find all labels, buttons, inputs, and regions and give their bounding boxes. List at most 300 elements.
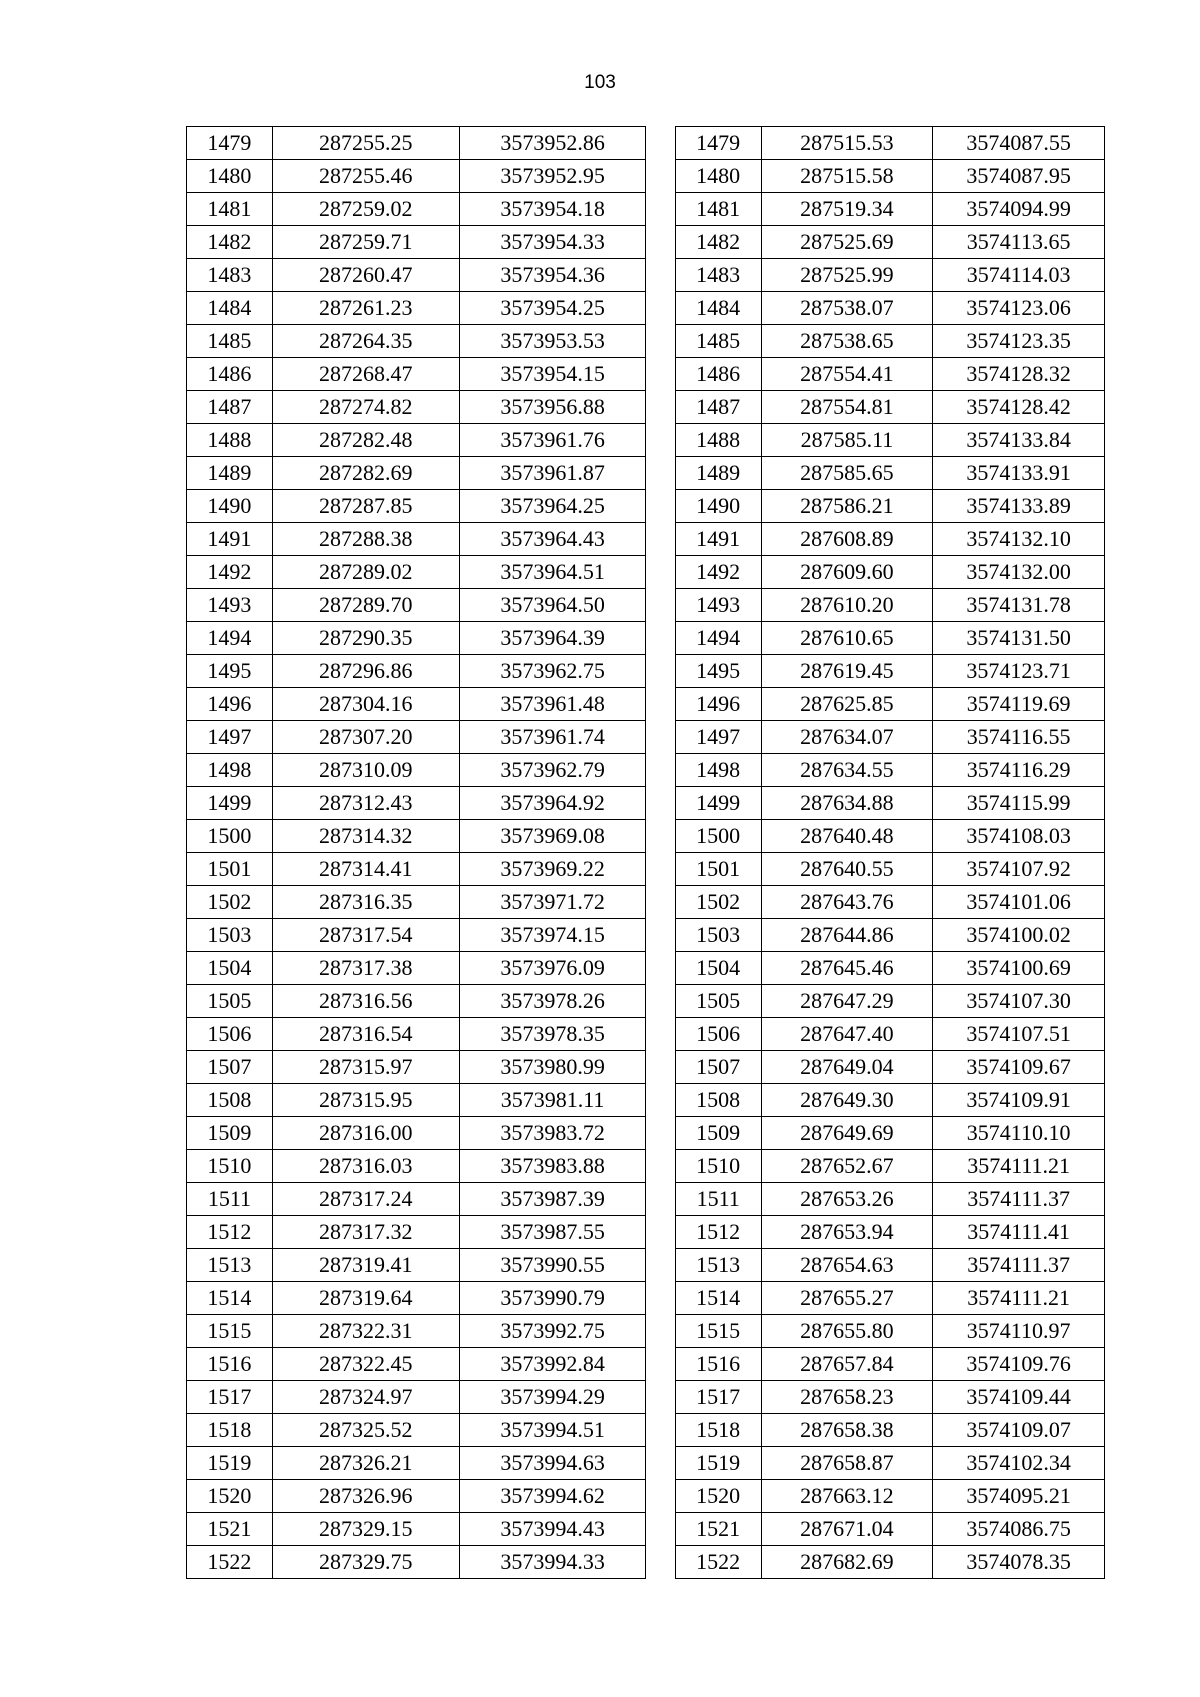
x-coord-left-cell: 287287.85 xyxy=(272,490,459,523)
point-id-right-cell: 1484 xyxy=(675,292,761,325)
column-gap xyxy=(646,688,675,721)
x-coord-left-cell: 287274.82 xyxy=(272,391,459,424)
y-coord-left-cell: 3573954.25 xyxy=(459,292,646,325)
x-coord-right-cell: 287653.26 xyxy=(761,1183,933,1216)
x-coord-right-cell: 287519.34 xyxy=(761,193,933,226)
point-id-left-cell: 1506 xyxy=(187,1018,273,1051)
point-id-left-cell: 1481 xyxy=(187,193,273,226)
x-coord-left-cell: 287288.38 xyxy=(272,523,459,556)
point-id-right-cell: 1522 xyxy=(675,1546,761,1579)
column-gap xyxy=(646,787,675,820)
table-row xyxy=(187,1282,1105,1315)
x-coord-left-cell: 287289.70 xyxy=(272,589,459,622)
x-coord-right-cell: 287640.55 xyxy=(761,853,933,886)
point-id-left-cell: 1488 xyxy=(187,424,273,457)
x-coord-right-cell: 287649.30 xyxy=(761,1084,933,1117)
y-coord-left-cell: 3573994.51 xyxy=(459,1414,646,1447)
y-coord-left-cell: 3573961.48 xyxy=(459,688,646,721)
point-id-right-cell: 1488 xyxy=(675,424,761,457)
table-row xyxy=(187,193,1105,226)
x-coord-left-cell: 287289.02 xyxy=(272,556,459,589)
y-coord-right-cell: 3574094.99 xyxy=(933,193,1105,226)
table-row xyxy=(187,391,1105,424)
table-row xyxy=(187,1183,1105,1216)
table-row xyxy=(187,292,1105,325)
table-row xyxy=(187,259,1105,292)
point-id-left-cell: 1495 xyxy=(187,655,273,688)
x-coord-right-cell: 287634.55 xyxy=(761,754,933,787)
point-id-right-cell: 1499 xyxy=(675,787,761,820)
page-number: 103 xyxy=(584,72,616,93)
point-id-right-cell: 1493 xyxy=(675,589,761,622)
y-coord-right-cell: 3574114.03 xyxy=(933,259,1105,292)
y-coord-right-cell: 3574128.32 xyxy=(933,358,1105,391)
y-coord-left-cell: 3573952.95 xyxy=(459,160,646,193)
x-coord-left-cell: 287316.00 xyxy=(272,1117,459,1150)
table-row xyxy=(187,1447,1105,1480)
y-coord-right-cell: 3574113.65 xyxy=(933,226,1105,259)
point-id-left-cell: 1483 xyxy=(187,259,273,292)
x-coord-right-cell: 287640.48 xyxy=(761,820,933,853)
y-coord-right-cell: 3574110.97 xyxy=(933,1315,1105,1348)
x-coord-left-cell: 287319.41 xyxy=(272,1249,459,1282)
point-id-right-cell: 1511 xyxy=(675,1183,761,1216)
x-coord-left-cell: 287260.47 xyxy=(272,259,459,292)
point-id-right-cell: 1515 xyxy=(675,1315,761,1348)
point-id-right-cell: 1510 xyxy=(675,1150,761,1183)
point-id-left-cell: 1522 xyxy=(187,1546,273,1579)
x-coord-left-cell: 287324.97 xyxy=(272,1381,459,1414)
point-id-right-cell: 1509 xyxy=(675,1117,761,1150)
y-coord-left-cell: 3573962.75 xyxy=(459,655,646,688)
table-row xyxy=(187,490,1105,523)
column-gap xyxy=(646,721,675,754)
column-gap xyxy=(646,226,675,259)
y-coord-right-cell: 3574111.37 xyxy=(933,1249,1105,1282)
y-coord-left-cell: 3573952.86 xyxy=(459,127,646,160)
point-id-left-cell: 1516 xyxy=(187,1348,273,1381)
y-coord-right-cell: 3574107.51 xyxy=(933,1018,1105,1051)
point-id-right-cell: 1503 xyxy=(675,919,761,952)
y-coord-left-cell: 3573976.09 xyxy=(459,952,646,985)
x-coord-right-cell: 287610.20 xyxy=(761,589,933,622)
x-coord-left-cell: 287317.24 xyxy=(272,1183,459,1216)
point-id-left-cell: 1498 xyxy=(187,754,273,787)
y-coord-right-cell: 3574109.91 xyxy=(933,1084,1105,1117)
y-coord-right-cell: 3574116.55 xyxy=(933,721,1105,754)
column-gap xyxy=(646,358,675,391)
table-row xyxy=(187,1546,1105,1579)
x-coord-right-cell: 287608.89 xyxy=(761,523,933,556)
column-gap xyxy=(646,1513,675,1546)
point-id-right-cell: 1482 xyxy=(675,226,761,259)
column-gap xyxy=(646,1216,675,1249)
x-coord-right-cell: 287538.07 xyxy=(761,292,933,325)
y-coord-right-cell: 3574123.35 xyxy=(933,325,1105,358)
table-row xyxy=(187,985,1105,1018)
y-coord-left-cell: 3573981.11 xyxy=(459,1084,646,1117)
table-row xyxy=(187,1348,1105,1381)
table-row xyxy=(187,226,1105,259)
column-gap xyxy=(646,1381,675,1414)
column-gap xyxy=(646,1051,675,1084)
column-gap xyxy=(646,160,675,193)
x-coord-right-cell: 287657.84 xyxy=(761,1348,933,1381)
table-row xyxy=(187,325,1105,358)
point-id-left-cell: 1479 xyxy=(187,127,273,160)
column-gap xyxy=(646,622,675,655)
x-coord-right-cell: 287663.12 xyxy=(761,1480,933,1513)
y-coord-right-cell: 3574133.84 xyxy=(933,424,1105,457)
x-coord-left-cell: 287325.52 xyxy=(272,1414,459,1447)
column-gap xyxy=(646,1282,675,1315)
point-id-right-cell: 1508 xyxy=(675,1084,761,1117)
point-id-left-cell: 1510 xyxy=(187,1150,273,1183)
point-id-left-cell: 1499 xyxy=(187,787,273,820)
point-id-left-cell: 1485 xyxy=(187,325,273,358)
point-id-left-cell: 1491 xyxy=(187,523,273,556)
x-coord-right-cell: 287658.38 xyxy=(761,1414,933,1447)
y-coord-right-cell: 3574131.78 xyxy=(933,589,1105,622)
point-id-right-cell: 1480 xyxy=(675,160,761,193)
point-id-right-cell: 1513 xyxy=(675,1249,761,1282)
y-coord-right-cell: 3574115.99 xyxy=(933,787,1105,820)
point-id-right-cell: 1521 xyxy=(675,1513,761,1546)
table-row xyxy=(187,1249,1105,1282)
x-coord-right-cell: 287647.40 xyxy=(761,1018,933,1051)
column-gap xyxy=(646,1117,675,1150)
x-coord-right-cell: 287515.53 xyxy=(761,127,933,160)
y-coord-left-cell: 3573994.63 xyxy=(459,1447,646,1480)
x-coord-right-cell: 287654.63 xyxy=(761,1249,933,1282)
y-coord-right-cell: 3574109.76 xyxy=(933,1348,1105,1381)
table-row xyxy=(187,1315,1105,1348)
point-id-left-cell: 1502 xyxy=(187,886,273,919)
x-coord-left-cell: 287259.02 xyxy=(272,193,459,226)
x-coord-right-cell: 287645.46 xyxy=(761,952,933,985)
y-coord-left-cell: 3573994.29 xyxy=(459,1381,646,1414)
x-coord-left-cell: 287312.43 xyxy=(272,787,459,820)
y-coord-left-cell: 3573962.79 xyxy=(459,754,646,787)
y-coord-right-cell: 3574111.21 xyxy=(933,1150,1105,1183)
x-coord-left-cell: 287296.86 xyxy=(272,655,459,688)
y-coord-left-cell: 3573954.18 xyxy=(459,193,646,226)
table-row xyxy=(187,1216,1105,1249)
x-coord-right-cell: 287655.80 xyxy=(761,1315,933,1348)
y-coord-left-cell: 3573969.08 xyxy=(459,820,646,853)
point-id-right-cell: 1498 xyxy=(675,754,761,787)
table-row xyxy=(187,1084,1105,1117)
y-coord-right-cell: 3574107.30 xyxy=(933,985,1105,1018)
x-coord-left-cell: 287316.56 xyxy=(272,985,459,1018)
coordinate-table xyxy=(186,126,1105,1579)
x-coord-left-cell: 287314.41 xyxy=(272,853,459,886)
table-row xyxy=(187,1051,1105,1084)
y-coord-left-cell: 3573994.43 xyxy=(459,1513,646,1546)
y-coord-right-cell: 3574095.21 xyxy=(933,1480,1105,1513)
y-coord-right-cell: 3574131.50 xyxy=(933,622,1105,655)
point-id-left-cell: 1513 xyxy=(187,1249,273,1282)
x-coord-left-cell: 287317.38 xyxy=(272,952,459,985)
point-id-right-cell: 1514 xyxy=(675,1282,761,1315)
y-coord-right-cell: 3574107.92 xyxy=(933,853,1105,886)
table-row xyxy=(187,622,1105,655)
y-coord-left-cell: 3573953.53 xyxy=(459,325,646,358)
point-id-left-cell: 1512 xyxy=(187,1216,273,1249)
y-coord-right-cell: 3574132.00 xyxy=(933,556,1105,589)
point-id-right-cell: 1486 xyxy=(675,358,761,391)
point-id-right-cell: 1479 xyxy=(675,127,761,160)
point-id-left-cell: 1496 xyxy=(187,688,273,721)
column-gap xyxy=(646,325,675,358)
y-coord-left-cell: 3573978.35 xyxy=(459,1018,646,1051)
column-gap xyxy=(646,1414,675,1447)
y-coord-right-cell: 3574116.29 xyxy=(933,754,1105,787)
table-row xyxy=(187,1117,1105,1150)
y-coord-left-cell: 3573954.36 xyxy=(459,259,646,292)
table-row xyxy=(187,919,1105,952)
point-id-left-cell: 1497 xyxy=(187,721,273,754)
x-coord-left-cell: 287314.32 xyxy=(272,820,459,853)
y-coord-left-cell: 3573964.92 xyxy=(459,787,646,820)
y-coord-left-cell: 3573964.51 xyxy=(459,556,646,589)
x-coord-left-cell: 287255.46 xyxy=(272,160,459,193)
y-coord-left-cell: 3573987.55 xyxy=(459,1216,646,1249)
x-coord-right-cell: 287634.07 xyxy=(761,721,933,754)
y-coord-right-cell: 3574087.55 xyxy=(933,127,1105,160)
column-gap xyxy=(646,556,675,589)
column-gap xyxy=(646,1249,675,1282)
table-row xyxy=(187,160,1105,193)
y-coord-right-cell: 3574102.34 xyxy=(933,1447,1105,1480)
x-coord-right-cell: 287585.11 xyxy=(761,424,933,457)
y-coord-right-cell: 3574119.69 xyxy=(933,688,1105,721)
point-id-right-cell: 1492 xyxy=(675,556,761,589)
x-coord-right-cell: 287658.23 xyxy=(761,1381,933,1414)
y-coord-left-cell: 3573956.88 xyxy=(459,391,646,424)
point-id-right-cell: 1481 xyxy=(675,193,761,226)
table-row xyxy=(187,655,1105,688)
x-coord-left-cell: 287315.97 xyxy=(272,1051,459,1084)
y-coord-right-cell: 3574100.69 xyxy=(933,952,1105,985)
x-coord-left-cell: 287290.35 xyxy=(272,622,459,655)
table-row xyxy=(187,1018,1105,1051)
x-coord-right-cell: 287538.65 xyxy=(761,325,933,358)
point-id-right-cell: 1518 xyxy=(675,1414,761,1447)
y-coord-right-cell: 3574086.75 xyxy=(933,1513,1105,1546)
y-coord-right-cell: 3574111.41 xyxy=(933,1216,1105,1249)
point-id-right-cell: 1516 xyxy=(675,1348,761,1381)
column-gap xyxy=(646,1546,675,1579)
y-coord-left-cell: 3573980.99 xyxy=(459,1051,646,1084)
point-id-left-cell: 1484 xyxy=(187,292,273,325)
x-coord-left-cell: 287307.20 xyxy=(272,721,459,754)
point-id-left-cell: 1493 xyxy=(187,589,273,622)
x-coord-left-cell: 287282.48 xyxy=(272,424,459,457)
x-coord-right-cell: 287525.69 xyxy=(761,226,933,259)
column-gap xyxy=(646,820,675,853)
x-coord-right-cell: 287634.88 xyxy=(761,787,933,820)
point-id-right-cell: 1491 xyxy=(675,523,761,556)
column-gap xyxy=(646,292,675,325)
x-coord-right-cell: 287554.41 xyxy=(761,358,933,391)
table-row xyxy=(187,127,1105,160)
point-id-left-cell: 1514 xyxy=(187,1282,273,1315)
table-row xyxy=(187,1480,1105,1513)
table-row xyxy=(187,589,1105,622)
x-coord-left-cell: 287315.95 xyxy=(272,1084,459,1117)
point-id-left-cell: 1494 xyxy=(187,622,273,655)
y-coord-right-cell: 3574132.10 xyxy=(933,523,1105,556)
x-coord-left-cell: 287259.71 xyxy=(272,226,459,259)
x-coord-right-cell: 287658.87 xyxy=(761,1447,933,1480)
y-coord-left-cell: 3573964.50 xyxy=(459,589,646,622)
table-row xyxy=(187,721,1105,754)
y-coord-left-cell: 3573994.33 xyxy=(459,1546,646,1579)
column-gap xyxy=(646,259,675,292)
point-id-left-cell: 1508 xyxy=(187,1084,273,1117)
x-coord-left-cell: 287255.25 xyxy=(272,127,459,160)
point-id-left-cell: 1509 xyxy=(187,1117,273,1150)
point-id-left-cell: 1507 xyxy=(187,1051,273,1084)
y-coord-left-cell: 3573974.15 xyxy=(459,919,646,952)
table-row xyxy=(187,457,1105,490)
y-coord-right-cell: 3574087.95 xyxy=(933,160,1105,193)
column-gap xyxy=(646,853,675,886)
point-id-left-cell: 1486 xyxy=(187,358,273,391)
table-row xyxy=(187,358,1105,391)
point-id-right-cell: 1500 xyxy=(675,820,761,853)
y-coord-right-cell: 3574101.06 xyxy=(933,886,1105,919)
y-coord-right-cell: 3574128.42 xyxy=(933,391,1105,424)
y-coord-left-cell: 3573978.26 xyxy=(459,985,646,1018)
table-row xyxy=(187,1513,1105,1546)
column-gap xyxy=(646,424,675,457)
y-coord-right-cell: 3574078.35 xyxy=(933,1546,1105,1579)
point-id-left-cell: 1487 xyxy=(187,391,273,424)
table-row xyxy=(187,1150,1105,1183)
point-id-right-cell: 1485 xyxy=(675,325,761,358)
point-id-right-cell: 1494 xyxy=(675,622,761,655)
x-coord-left-cell: 287329.75 xyxy=(272,1546,459,1579)
y-coord-right-cell: 3574109.07 xyxy=(933,1414,1105,1447)
point-id-left-cell: 1519 xyxy=(187,1447,273,1480)
column-gap xyxy=(646,391,675,424)
column-gap xyxy=(646,193,675,226)
column-gap xyxy=(646,655,675,688)
point-id-left-cell: 1504 xyxy=(187,952,273,985)
point-id-right-cell: 1506 xyxy=(675,1018,761,1051)
x-coord-left-cell: 287316.54 xyxy=(272,1018,459,1051)
x-coord-left-cell: 287326.21 xyxy=(272,1447,459,1480)
point-id-right-cell: 1512 xyxy=(675,1216,761,1249)
point-id-right-cell: 1495 xyxy=(675,655,761,688)
point-id-left-cell: 1521 xyxy=(187,1513,273,1546)
column-gap xyxy=(646,1315,675,1348)
x-coord-right-cell: 287554.81 xyxy=(761,391,933,424)
column-gap xyxy=(646,523,675,556)
x-coord-left-cell: 287316.03 xyxy=(272,1150,459,1183)
y-coord-right-cell: 3574123.71 xyxy=(933,655,1105,688)
point-id-left-cell: 1503 xyxy=(187,919,273,952)
column-gap xyxy=(646,886,675,919)
point-id-left-cell: 1489 xyxy=(187,457,273,490)
column-gap xyxy=(646,754,675,787)
point-id-right-cell: 1507 xyxy=(675,1051,761,1084)
point-id-right-cell: 1505 xyxy=(675,985,761,1018)
y-coord-right-cell: 3574133.91 xyxy=(933,457,1105,490)
x-coord-left-cell: 287316.35 xyxy=(272,886,459,919)
point-id-right-cell: 1483 xyxy=(675,259,761,292)
x-coord-right-cell: 287653.94 xyxy=(761,1216,933,1249)
table-row xyxy=(187,886,1105,919)
point-id-right-cell: 1520 xyxy=(675,1480,761,1513)
x-coord-right-cell: 287647.29 xyxy=(761,985,933,1018)
y-coord-left-cell: 3573969.22 xyxy=(459,853,646,886)
x-coord-right-cell: 287585.65 xyxy=(761,457,933,490)
x-coord-right-cell: 287525.99 xyxy=(761,259,933,292)
x-coord-right-cell: 287610.65 xyxy=(761,622,933,655)
y-coord-left-cell: 3573987.39 xyxy=(459,1183,646,1216)
x-coord-right-cell: 287671.04 xyxy=(761,1513,933,1546)
point-id-left-cell: 1500 xyxy=(187,820,273,853)
x-coord-left-cell: 287319.64 xyxy=(272,1282,459,1315)
table-row xyxy=(187,556,1105,589)
y-coord-left-cell: 3573961.74 xyxy=(459,721,646,754)
table-row xyxy=(187,424,1105,457)
point-id-right-cell: 1504 xyxy=(675,952,761,985)
x-coord-right-cell: 287682.69 xyxy=(761,1546,933,1579)
y-coord-right-cell: 3574109.44 xyxy=(933,1381,1105,1414)
y-coord-left-cell: 3573961.87 xyxy=(459,457,646,490)
x-coord-right-cell: 287625.85 xyxy=(761,688,933,721)
y-coord-left-cell: 3573990.79 xyxy=(459,1282,646,1315)
x-coord-right-cell: 287644.86 xyxy=(761,919,933,952)
column-gap xyxy=(646,589,675,622)
point-id-right-cell: 1496 xyxy=(675,688,761,721)
y-coord-right-cell: 3574110.10 xyxy=(933,1117,1105,1150)
point-id-right-cell: 1502 xyxy=(675,886,761,919)
x-coord-right-cell: 287649.04 xyxy=(761,1051,933,1084)
x-coord-left-cell: 287310.09 xyxy=(272,754,459,787)
point-id-right-cell: 1517 xyxy=(675,1381,761,1414)
point-id-right-cell: 1497 xyxy=(675,721,761,754)
x-coord-right-cell: 287649.69 xyxy=(761,1117,933,1150)
point-id-right-cell: 1519 xyxy=(675,1447,761,1480)
x-coord-left-cell: 287264.35 xyxy=(272,325,459,358)
x-coord-left-cell: 287322.45 xyxy=(272,1348,459,1381)
x-coord-left-cell: 287261.23 xyxy=(272,292,459,325)
x-coord-left-cell: 287329.15 xyxy=(272,1513,459,1546)
point-id-left-cell: 1520 xyxy=(187,1480,273,1513)
column-gap xyxy=(646,457,675,490)
point-id-right-cell: 1487 xyxy=(675,391,761,424)
y-coord-left-cell: 3573971.72 xyxy=(459,886,646,919)
y-coord-right-cell: 3574123.06 xyxy=(933,292,1105,325)
y-coord-right-cell: 3574133.89 xyxy=(933,490,1105,523)
y-coord-left-cell: 3573992.84 xyxy=(459,1348,646,1381)
table-row xyxy=(187,688,1105,721)
y-coord-left-cell: 3573983.72 xyxy=(459,1117,646,1150)
y-coord-left-cell: 3573983.88 xyxy=(459,1150,646,1183)
y-coord-left-cell: 3573954.15 xyxy=(459,358,646,391)
table-body xyxy=(187,127,1105,1579)
point-id-left-cell: 1492 xyxy=(187,556,273,589)
y-coord-right-cell: 3574109.67 xyxy=(933,1051,1105,1084)
x-coord-right-cell: 287609.60 xyxy=(761,556,933,589)
table-row xyxy=(187,1414,1105,1447)
y-coord-right-cell: 3574111.37 xyxy=(933,1183,1105,1216)
